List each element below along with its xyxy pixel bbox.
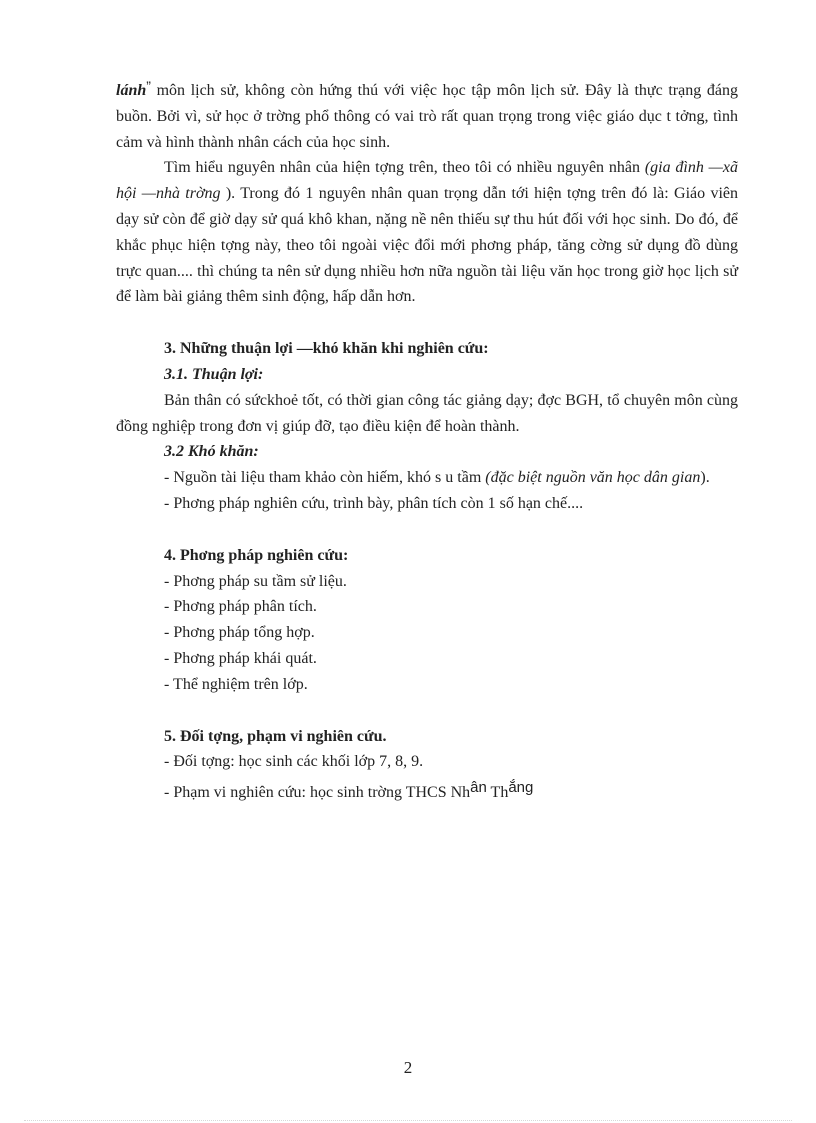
section-3-2-item-1-text-b: ). — [700, 469, 710, 487]
section-3-heading: 3. Những thuận lợi —khó khăn khi nghiên cứu: — [164, 340, 489, 358]
document-body — [116, 74, 738, 806]
page-bottom-divider — [24, 1120, 792, 1121]
list-item: - Thể nghiệm trên lớp. — [164, 675, 308, 693]
intro-paragraph-2 — [116, 155, 738, 310]
section-3-1-text: Bản thân có sứckhoẻ tốt, có thời gian công tác giảng dạy; đợc BGH, tổ chuyên môn cùng đồng nghiệp trong đơn vị giúp đỡ, tạo điều kiện để hoàn thành. — [116, 391, 738, 435]
intro-p1-text: môn lịch sử, không còn hứng thú với việc học tập môn lịch sử. Đây là thực trạng đáng buồn. Bởi vì, sử học ở trờng phổ thông có vai trò rất quan trọng trong việc giáo dục t tởng, tình cảm và hình thành nhân cách của học sinh. — [116, 82, 738, 151]
section-5-item-2-text: - Phạm vi nghiên cứu: học sinh trờng THCS Nh — [164, 784, 471, 802]
section-5-heading: 5. Đối tợng, phạm vi nghiên cứu. — [164, 727, 387, 745]
spacer — [116, 698, 738, 724]
intro-p2-text-a: Tìm hiểu nguyên nhân của hiện tợng trên, theo tôi có nhiều nguyên nhân — [164, 159, 645, 177]
section-5-item-2-mid: Th — [486, 784, 509, 802]
intro-p2-text-b: ). Trong đó 1 nguyên nhân quan trọng dẫn tới hiện tợng trên đó là: Giáo viên dạy sử còn để giờ dạy sử quá khô khan, nặng nề nên thiếu sự thu hút đối với học sinh. Do đó, để khắc phục hiện tợng này, theo tôi ngoài việc đổi mới phơng pháp, tăng cờng sử dụng đồ dùng trực quan.... thì chúng ta nên sử dụng nhiều hơn nữa nguồn tài liệu văn học trong giờ học lịch sử để làm bài giảng thêm sinh động, hấp dẫn hơn. — [116, 185, 739, 306]
list-item: - Phơng pháp su tầm sử liệu. — [164, 572, 347, 590]
list-item: - Phơng pháp tổng hợp. — [164, 624, 315, 642]
section-3-1-heading: 3.1. Thuận lợi: — [164, 365, 264, 383]
page-number: 2 — [403, 1058, 413, 1077]
section-3-2-item-1-text-a: - Nguồn tài liệu tham khảo còn hiếm, khó s u tầm — [164, 469, 486, 487]
intro-lead-word: lánh — [116, 82, 147, 99]
section-5-item-2-sup-2: ắng — [508, 779, 534, 797]
list-item: - Phơng pháp phân tích. — [164, 598, 317, 616]
list-item: - Phơng pháp khái quát. — [164, 649, 317, 667]
intro-paragraph-1 — [116, 74, 738, 155]
section-3-2-item-2: - Phơng pháp nghiên cứu, trình bày, phân tích còn 1 số hạn chế.... — [164, 494, 584, 512]
section-3-2-heading: 3.2 Khó khăn: — [164, 443, 259, 461]
intro-closing-quote: ” — [146, 78, 151, 94]
section-4-heading: 4. Phơng pháp nghiên cứu: — [164, 546, 349, 564]
section-3-2-item-1-italic: (đặc biệt nguồn văn học dân gian — [485, 469, 701, 487]
section-5-item-2 — [116, 775, 738, 806]
intro-p2-italic: (gia đình —xã hội —nhà trờng — [116, 159, 739, 203]
section-3-2-item-1 — [116, 465, 738, 491]
section-5-item-2-sup-1: ân — [470, 779, 487, 797]
spacer — [116, 310, 738, 336]
section-5-item-1: - Đối tợng: học sinh các khối lớp 7, 8, 9. — [164, 753, 424, 771]
spacer — [116, 517, 738, 543]
